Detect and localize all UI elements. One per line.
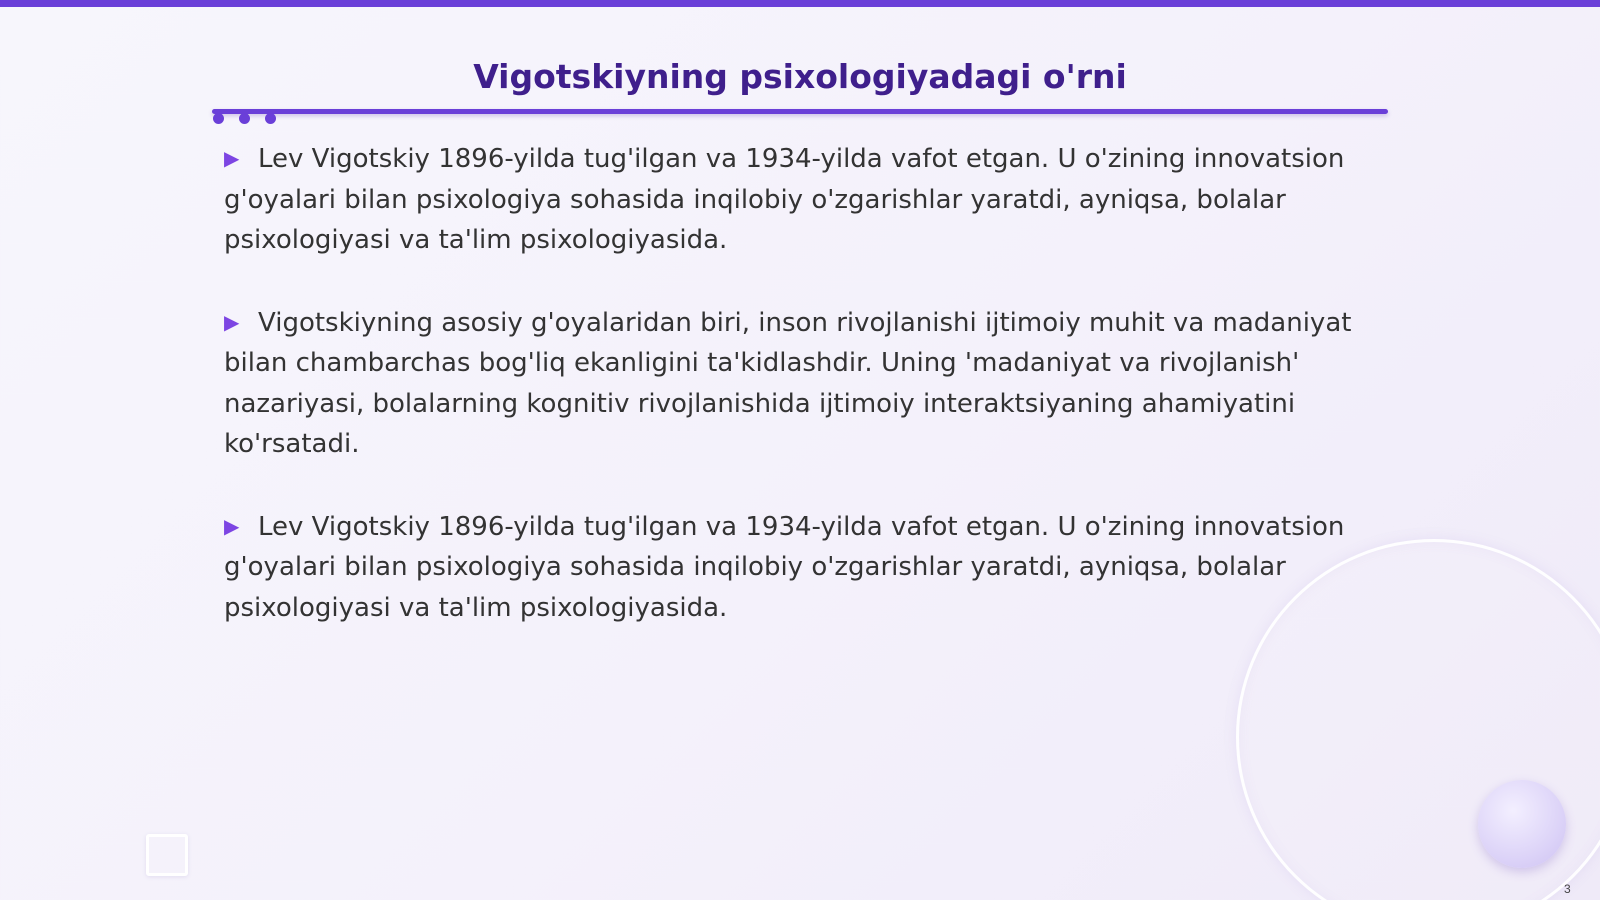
slide-body bbox=[224, 138, 1384, 669]
decorative-dot bbox=[265, 113, 276, 124]
decorative-square bbox=[146, 834, 188, 876]
paragraph-text: Lev Vigotskiy 1896-yilda tug'ilgan va 1934-yilda vafot etgan. U o'zining innovatsion g'oyalari bilan psixologiya sohasida inqilobiy o'zgarishlar yaratdi, ayniqsa, bolalar psixologiyasi va ta'lim psixologiyasida. bbox=[224, 511, 1345, 623]
paragraph-text: Lev Vigotskiy 1896-yilda tug'ilgan va 1934-yilda vafot etgan. U o'zining innovatsion g'oyalari bilan psixologiya sohasida inqilobiy o'zgarishlar yaratdi, ayniqsa, bolalar psixologiyasi va ta'lim psixologiyasida. bbox=[224, 144, 1345, 255]
bullet-paragraph bbox=[224, 302, 1384, 465]
slide-title: Vigotskiyning psixologiyadagi o'rni bbox=[473, 57, 1127, 96]
triangle-right-icon: ▶ bbox=[224, 513, 240, 538]
decorative-dot bbox=[239, 113, 250, 124]
top-accent-bar bbox=[0, 0, 1600, 7]
paragraph-text: Vigotskiyning asosiy g'oyalaridan biri, inson rivojlanishi ijtimoiy muhit va madaniyat bilan chambarchas bog'liq ekanligini ta'kidlashdir. Uning 'madaniyat va rivojlanish' nazariyasi, bolalarning kognitiv rivojlanishida ijtimoiy interaktsiyaning ahamiyatini ko'rsatadi. bbox=[224, 307, 1352, 459]
decorative-dot bbox=[213, 113, 224, 124]
bullet-paragraph bbox=[224, 138, 1384, 261]
triangle-right-icon: ▶ bbox=[224, 309, 240, 334]
triangle-right-icon: ▶ bbox=[224, 146, 240, 170]
bullet-paragraph bbox=[224, 506, 1384, 629]
decorative-sphere bbox=[1478, 780, 1566, 868]
page-number: 3 bbox=[1564, 882, 1571, 896]
title-underline bbox=[212, 109, 1388, 114]
